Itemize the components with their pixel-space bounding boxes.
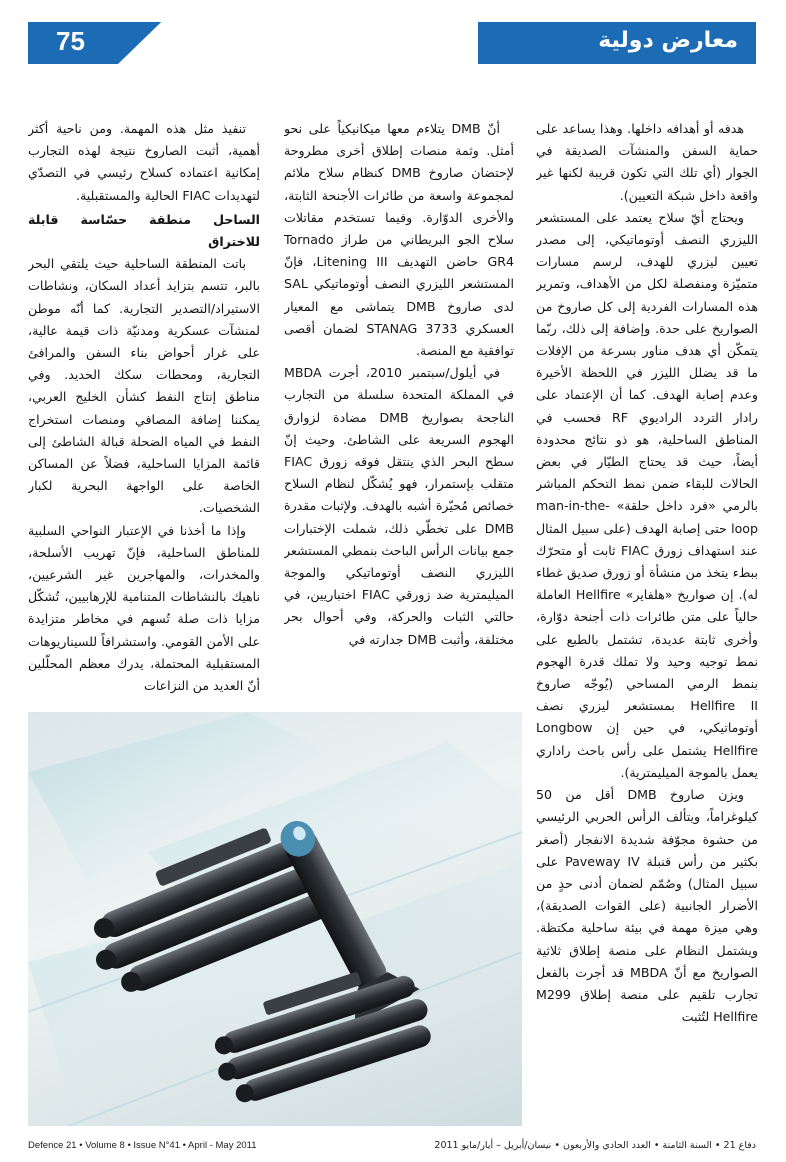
paragraph: في أيلول/سبتمبر 2010، أجرت MBDA في المملكة المتحدة سلسلة من التجارب الناجحة بصواريخ DMB مضادة لزوارق الهجوم السريعة على الشاطئ. وحيث إنّ سطح البحر الذي ينتقل فوقه زورق FIAC متقلب بإستمرار، فهو يُشكّل لنظام السلاح خصائص مُحيّرة أشبه بالهدف. ولإثبات مقدرة DMB على تخطّي ذلك، شملت الإختبارات جمع بيانات الرأس الباحث بنمطي المستشعر الليزري النصف أوتوماتيكي والموجة الميليمترية ضد زورقي FIAC اختباريين، في حالتي الثبات والحركة، وفي أحوال بحر مختلفة، وأثبت DMB جدارته في — [284, 365, 514, 647]
footer-english: Defence 21 • Volume 8 • Issue N°41 • April - May 2011 — [28, 1140, 257, 1151]
paragraph: ويزن صاروخ DMB أقل من 50 كيلوغراماً، ويتألف الرأس الحربي الرئيسي من حشوة مجوّفة شديدة الانفجار (أصغر بكثير من رأس قنبلة Paveway IV على سبيل المثال) وصُمّم لضمان أدنى حدٍ من الأضرار الجانبية (على القوات الصديقة)، وهي ميزة مهمة في بيئة ساحلية مكتظة. ويشتمل النظام على منصة إطلاق ثلاثية الصواريخ مع أنّ MBDA قد أجرت بالفعل تجارب تلقيم على منصة إطلاق M299 Hellfire لتُثبت — [536, 787, 758, 1025]
header-white-tab — [118, 22, 478, 64]
footer-arabic: دفاع 21 • السنة الثامنة • العدد الحادي والأربعون • نيسان/أبريل – أيار/مايو 2011 — [434, 1140, 756, 1151]
paragraph: هدفه أو أهدافه داخلها. وهذا يساعد على حماية السفن والمنشآت الصديقة في الجوار (أي تلك التي تكون قريبة لكنها غير واقعة داخل شبكة التعيين). — [536, 121, 758, 203]
illustration-graphic — [28, 712, 522, 1126]
column-middle — [284, 118, 514, 706]
paragraph: باتت المنطقة الساحلية حيث يلتقي البحر بالبر، تتسم بتزايد أعداد السكان، ونشاطات الاستيراد/التصدير التجارية. كما أنّه موطن لمنشآت عسكرية ومدنيّة ذات قيمة عالية، على غرار أحواض بناء السفن والمرافئ التجارية، ومحطات سكك الحديد. وفي مناطق إنتاج النفط كشأن الخليج العربي، يمكننا إضافة المصافي ومنصات استخراج النفط في المياه الضحلة قبالة الشاطئ إلى قائمة المزايا الساحلية، فضلاً عن المساكن الخاصة على الواجهة البحرية لكبار الشخصيات. — [28, 256, 260, 516]
paragraph: وإذا ما أخذنا في الإعتبار النواحي السلبية للمناطق الساحلية، فإنّ تهريب الأسلحة، والمخدرات، والمهاجرين غير الشرعيين، ناهيك بالنشاطات المتنامية للإرهابيين، تُشكّل مزايا ذات صلة تُسهم في مخاطر متزايدة على الأمن القومي. واستشرافاً للسيناريوهات المستقبلية المحتملة، يدرك معظم المحلّلين أنّ العديد من النزاعات — [28, 522, 260, 694]
column-left — [28, 118, 260, 706]
column-right — [536, 118, 758, 1126]
paragraph: أنّ DMB يتلاءم معها ميكانيكياً على نحو أمثل. وثمة منصات إطلاق أخرى مطروحة لإحتضان صاروخ DMB كنظام سلاح ملائم لمجموعة واسعة من طائرات الأجنحة الثابتة، والأخرى الدوّارة. وفيما تستخدم مقاتلات سلاح الجو البريطاني من طراز Tornado GR4 حاضن التهديف Litening III، فإنّ المستشعر الليزري النصف أوتوماتيكي SAL لدى صاروخ DMB يتماشى مع المعيار العسكري STANAG 3733 لضمان أقصى توافقية مع المنصة. — [284, 121, 514, 359]
paragraph: ويحتاج أيّ سلاح يعتمد على المستشعر الليزري النصف أوتوماتيكي، إلى مصدر تعيين ليزري للهدف، لرسم مسارات متميّزة ومنفصلة لكل من الأهداف، وتمرير هذه المسارات الفردية إلى كل صاروخ من الصواريخ على حدة. وإضافة إلى ذلك، ربّما يتمكّن أي هدف مناور بسرعة من الإفلات ما قد يضلل الليزر في اللحظة الأخيرة وعدم إصابة الهدف. كما أن الإعتماد على رادار التردد الراديوي RF فحسب في المناطق الساحلية، هو ذو نتائج محدودة أيضاً، حيث قد يحتاج الطيّار في بعض الحالات للبقاء ضمن نمط التحكم المباشر بالرمي «فرد داخل حلقة» man-in-the-loop حتى إصابة الهدف (على سبيل المثال عند استهداف زورق FIAC ثابت أو متحرّك ببطء يتخذ من منشأة أو زورق صديق غطاء له). إن صواريخ «هلفاير» Hellfire العاملة حالياً على متن طائرات ذات أجنحة دوّارة، وأخرى ثابتة عديدة، تشتمل بالطبع على نمط توجيه وحيد ولا تملك قدرة الهجوم بنمط الرمي المساحي (يُوجّه صاروخ Hellfire II بمستشعر ليزري نصف أوتوماتيكي، في حين إن Longbow Hellfire يشتمل على رأس باحث راداري يعمل بالموجة الميليمترية). — [536, 209, 758, 780]
paragraph: تنفيذ مثل هذه المهمة. ومن ناحية أكثر أهمية، أثبت الصاروخ نتيجة لهذه التجارب إمكانية اعتماده كسلاح رئيسي في التصدّي لتهديدات FIAC الحالية والمستقبلية. — [28, 121, 260, 203]
page-number: 75 — [56, 26, 85, 56]
missile-launcher-illustration — [28, 712, 522, 1126]
subheading: الساحل منطقة حسّاسة قابلة للاختراق — [28, 211, 260, 250]
section-title: معارض دولية — [598, 28, 738, 53]
page-header — [28, 22, 756, 64]
page-footer — [28, 1138, 756, 1158]
